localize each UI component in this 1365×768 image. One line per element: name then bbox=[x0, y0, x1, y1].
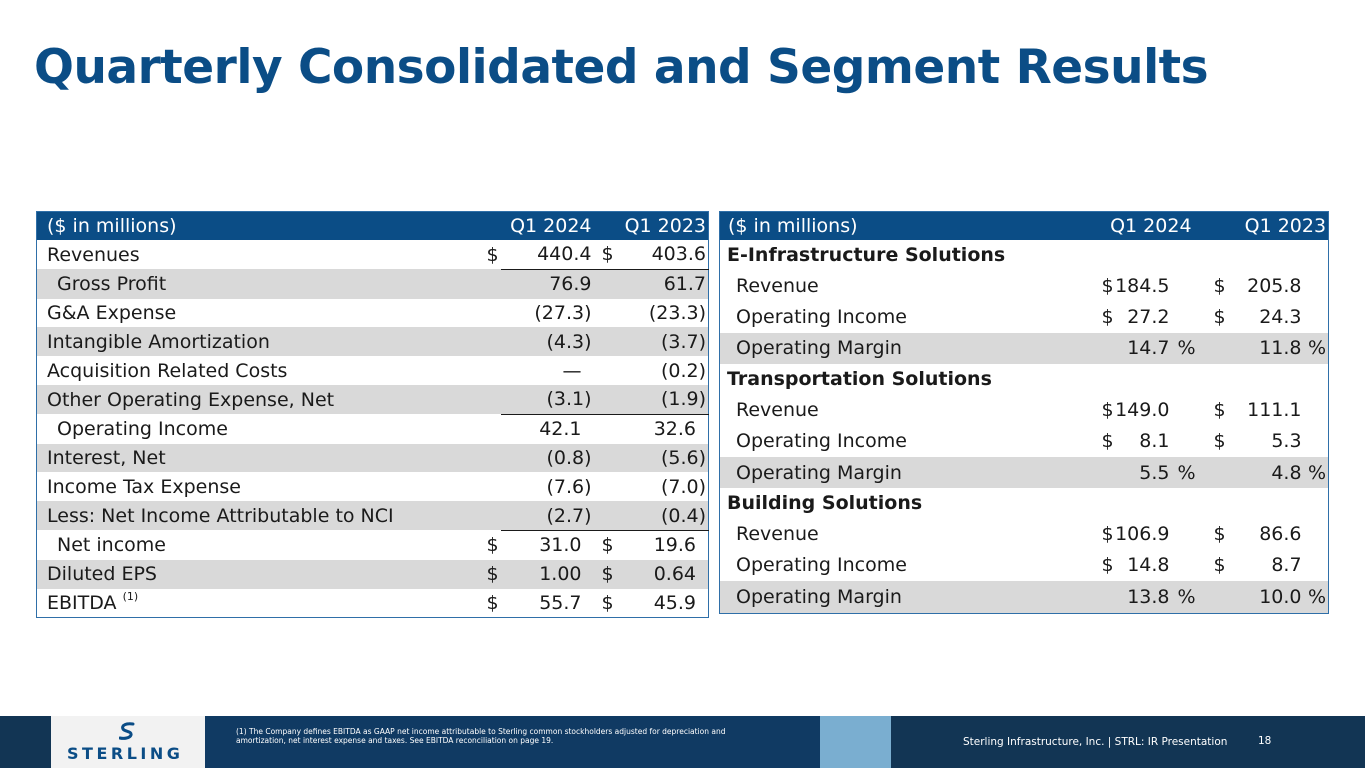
row-label: Revenues bbox=[47, 243, 140, 266]
value-q1-2024: 14.7 bbox=[1114, 333, 1174, 364]
currency-symbol: $ bbox=[1101, 306, 1114, 329]
percent-sign bbox=[1306, 301, 1329, 332]
row-label: Acquisition Related Costs bbox=[47, 359, 288, 382]
currency-symbol bbox=[479, 501, 501, 530]
value-q1-2024: (3.1) bbox=[501, 385, 594, 414]
value-q1-2023: 86.6 bbox=[1259, 523, 1302, 546]
percent-sign: % bbox=[1174, 333, 1202, 364]
currency-symbol bbox=[594, 299, 616, 328]
table-row bbox=[720, 301, 1329, 332]
table-row bbox=[720, 426, 1329, 457]
table-row bbox=[37, 240, 709, 269]
value-q1-2023: (0.4) bbox=[616, 501, 709, 530]
percent-sign bbox=[1174, 394, 1202, 425]
row-label: Income Tax Expense bbox=[47, 475, 241, 498]
table-row bbox=[37, 385, 709, 414]
currency-symbol bbox=[594, 269, 616, 298]
percent-sign bbox=[1306, 394, 1329, 425]
currency-symbol: $ bbox=[486, 243, 499, 266]
row-label: Operating Margin bbox=[720, 581, 1090, 613]
currency-symbol: $ bbox=[486, 534, 499, 557]
footnote-ref: (1) bbox=[122, 589, 139, 603]
percent-sign: % bbox=[1306, 457, 1329, 488]
percent-sign bbox=[1174, 301, 1202, 332]
header-label: ($ in millions) bbox=[37, 212, 479, 241]
currency-symbol bbox=[479, 385, 501, 414]
value-q1-2024: 440.4 bbox=[501, 240, 594, 269]
value-q1-2024: 149.0 bbox=[1115, 398, 1170, 421]
currency-symbol bbox=[594, 472, 616, 501]
table-row bbox=[720, 550, 1329, 581]
currency-symbol bbox=[1202, 333, 1226, 364]
value-q1-2023: 61.7 bbox=[616, 269, 709, 298]
row-label: Gross Profit bbox=[37, 269, 479, 298]
currency-symbol bbox=[594, 444, 616, 473]
header-label: ($ in millions) bbox=[720, 212, 1090, 241]
row-label: Revenue bbox=[736, 398, 819, 421]
currency-symbol: $ bbox=[594, 560, 616, 589]
table-row bbox=[37, 414, 709, 443]
consolidated-results-table bbox=[36, 211, 709, 618]
table-row bbox=[720, 581, 1329, 613]
table-header-row bbox=[37, 212, 709, 241]
currency-symbol bbox=[479, 414, 501, 443]
row-label-text: EBITDA bbox=[47, 591, 117, 614]
percent-sign: % bbox=[1306, 333, 1329, 364]
row-label: Operating Margin bbox=[720, 457, 1090, 488]
currency-symbol: $ bbox=[1213, 523, 1226, 546]
value-q1-2023: 0.64 bbox=[616, 560, 709, 589]
value-q1-2024: 184.5 bbox=[1115, 274, 1170, 297]
footer-accent-block bbox=[820, 716, 891, 768]
table-row bbox=[37, 589, 709, 618]
currency-symbol: $ bbox=[594, 240, 616, 269]
table-header-row bbox=[720, 212, 1329, 241]
segment-heading-row bbox=[720, 488, 1329, 518]
currency-symbol bbox=[1090, 581, 1114, 613]
value-q1-2023: 11.8 bbox=[1226, 333, 1306, 364]
row-label: G&A Expense bbox=[47, 301, 177, 324]
value-q1-2024: 13.8 bbox=[1114, 581, 1174, 613]
currency-symbol bbox=[479, 356, 501, 385]
table-row bbox=[37, 501, 709, 530]
currency-symbol bbox=[479, 269, 501, 298]
percent-sign bbox=[1306, 426, 1329, 457]
value-q1-2023: 111.1 bbox=[1247, 398, 1302, 421]
percent-sign bbox=[1306, 270, 1329, 301]
currency-symbol: $ bbox=[1101, 398, 1114, 421]
currency-symbol: $ bbox=[1213, 430, 1226, 453]
table-row bbox=[37, 356, 709, 385]
segment-heading: E-Infrastructure Solutions bbox=[727, 244, 1006, 266]
currency-symbol: $ bbox=[1101, 554, 1114, 577]
value-q1-2024: 106.9 bbox=[1115, 523, 1170, 546]
value-q1-2024: 8.1 bbox=[1139, 430, 1170, 453]
sterling-logo-icon bbox=[119, 722, 135, 740]
value-q1-2023: (0.2) bbox=[660, 359, 706, 382]
value-q1-2024: 1.00 bbox=[501, 560, 594, 589]
percent-sign bbox=[1174, 550, 1202, 581]
value-q1-2024: 14.8 bbox=[1127, 554, 1170, 577]
value-q1-2024: — bbox=[562, 359, 582, 382]
table-row bbox=[37, 327, 709, 356]
value-q1-2023: (3.7) bbox=[616, 327, 709, 356]
currency-symbol bbox=[594, 356, 616, 385]
percent-sign bbox=[1306, 518, 1329, 549]
currency-symbol: $ bbox=[1101, 430, 1114, 453]
row-label: Operating Margin bbox=[720, 333, 1090, 364]
segment-heading-row bbox=[720, 364, 1329, 394]
presentation-label: Sterling Infrastructure, Inc. | STRL: IR Presentation bbox=[963, 736, 1228, 748]
value-q1-2023: (5.6) bbox=[616, 444, 709, 473]
row-label: Revenue bbox=[736, 523, 819, 546]
header-q1-2024: Q1 2024 bbox=[1090, 212, 1202, 241]
currency-symbol bbox=[594, 385, 616, 414]
value-q1-2023: 24.3 bbox=[1259, 306, 1302, 329]
currency-symbol bbox=[594, 327, 616, 356]
row-label: Diluted EPS bbox=[37, 560, 479, 589]
value-q1-2024: (7.6) bbox=[546, 475, 592, 498]
table-row bbox=[37, 530, 709, 559]
value-q1-2024: 31.0 bbox=[539, 534, 582, 557]
row-label: Interest, Net bbox=[37, 444, 479, 473]
value-q1-2024: (4.3) bbox=[501, 327, 594, 356]
table-row bbox=[37, 472, 709, 501]
percent-sign bbox=[1174, 426, 1202, 457]
currency-symbol: $ bbox=[1101, 523, 1114, 546]
logo-wordmark: STERLING bbox=[67, 744, 184, 763]
row-label bbox=[37, 589, 479, 618]
segment-results-table bbox=[719, 211, 1329, 614]
value-q1-2023: 19.6 bbox=[653, 534, 696, 557]
table-row bbox=[37, 269, 709, 298]
currency-symbol: $ bbox=[1213, 554, 1226, 577]
table-row bbox=[37, 560, 709, 589]
value-q1-2024: 5.5 bbox=[1114, 457, 1174, 488]
segment-heading-row bbox=[720, 240, 1329, 270]
value-q1-2023: 8.7 bbox=[1271, 554, 1302, 577]
page-number: 18 bbox=[1258, 735, 1272, 747]
value-q1-2023: 205.8 bbox=[1247, 274, 1302, 297]
row-label: Operating Income bbox=[736, 306, 907, 329]
currency-symbol: $ bbox=[601, 591, 614, 614]
table-row bbox=[720, 333, 1329, 364]
value-q1-2023: 32.6 bbox=[653, 418, 696, 441]
currency-symbol: $ bbox=[1213, 306, 1226, 329]
row-label: Less: Net Income Attributable to NCI bbox=[37, 501, 479, 530]
row-label: Operating Income bbox=[736, 554, 907, 577]
value-q1-2023: 5.3 bbox=[1271, 430, 1302, 453]
header-q1-2023: Q1 2023 bbox=[594, 212, 709, 241]
value-q1-2023: (1.9) bbox=[616, 385, 709, 414]
value-q1-2024: 55.7 bbox=[539, 591, 582, 614]
footnote-text: (1) The Company defines EBITDA as GAAP net income attributable to Sterling common stockholders adjusted for depreciation and amortization, net interest expense and taxes. See EBITDA reconciliation on page 19. bbox=[236, 727, 726, 745]
segment-heading: Building Solutions bbox=[727, 492, 923, 515]
value-q1-2023: 10.0 bbox=[1226, 581, 1306, 613]
currency-symbol bbox=[479, 299, 501, 328]
percent-sign bbox=[1306, 550, 1329, 581]
currency-symbol: $ bbox=[486, 591, 499, 614]
currency-symbol bbox=[479, 444, 501, 473]
row-label: Operating Income bbox=[736, 430, 907, 453]
row-label: Other Operating Expense, Net bbox=[37, 385, 479, 414]
value-q1-2024: (27.3) bbox=[534, 301, 592, 324]
table-row bbox=[37, 444, 709, 473]
table-row bbox=[720, 270, 1329, 301]
value-q1-2023: 4.8 bbox=[1226, 457, 1306, 488]
currency-symbol bbox=[594, 414, 616, 443]
row-label: Operating Income bbox=[57, 417, 228, 440]
value-q1-2024: 76.9 bbox=[501, 269, 594, 298]
percent-sign: % bbox=[1306, 581, 1329, 613]
currency-symbol: $ bbox=[1101, 274, 1114, 297]
currency-symbol bbox=[594, 501, 616, 530]
currency-symbol: $ bbox=[1213, 274, 1226, 297]
percent-sign: % bbox=[1174, 457, 1202, 488]
percent-sign: % bbox=[1174, 581, 1202, 613]
header-q1-2023: Q1 2023 bbox=[1202, 212, 1329, 241]
segment-heading: Transportation Solutions bbox=[727, 368, 992, 391]
value-q1-2024: (0.8) bbox=[501, 444, 594, 473]
currency-symbol bbox=[1090, 333, 1114, 364]
value-q1-2024: 27.2 bbox=[1127, 306, 1170, 329]
header-q1-2024: Q1 2024 bbox=[479, 212, 594, 241]
percent-sign bbox=[1174, 270, 1202, 301]
currency-symbol bbox=[479, 327, 501, 356]
currency-symbol: $ bbox=[601, 534, 614, 557]
row-label: Revenue bbox=[736, 274, 819, 297]
currency-symbol bbox=[1090, 457, 1114, 488]
value-q1-2023: (7.0) bbox=[660, 475, 706, 498]
currency-symbol: $ bbox=[479, 560, 501, 589]
percent-sign bbox=[1174, 518, 1202, 549]
currency-symbol bbox=[479, 472, 501, 501]
value-q1-2023: 45.9 bbox=[653, 591, 696, 614]
table-row bbox=[720, 394, 1329, 425]
value-q1-2024: (2.7) bbox=[501, 501, 594, 530]
currency-symbol bbox=[1202, 457, 1226, 488]
row-label: Intangible Amortization bbox=[37, 327, 479, 356]
table-row bbox=[720, 518, 1329, 549]
currency-symbol: $ bbox=[1213, 398, 1226, 421]
value-q1-2024: 42.1 bbox=[539, 418, 582, 441]
page-title: Quarterly Consolidated and Segment Results bbox=[34, 40, 1209, 95]
table-row bbox=[37, 299, 709, 328]
row-label: Net income bbox=[57, 534, 166, 557]
value-q1-2023: 403.6 bbox=[616, 240, 709, 269]
currency-symbol bbox=[1202, 581, 1226, 613]
company-logo bbox=[51, 716, 205, 768]
value-q1-2023: (23.3) bbox=[648, 301, 706, 324]
table-row bbox=[720, 457, 1329, 488]
